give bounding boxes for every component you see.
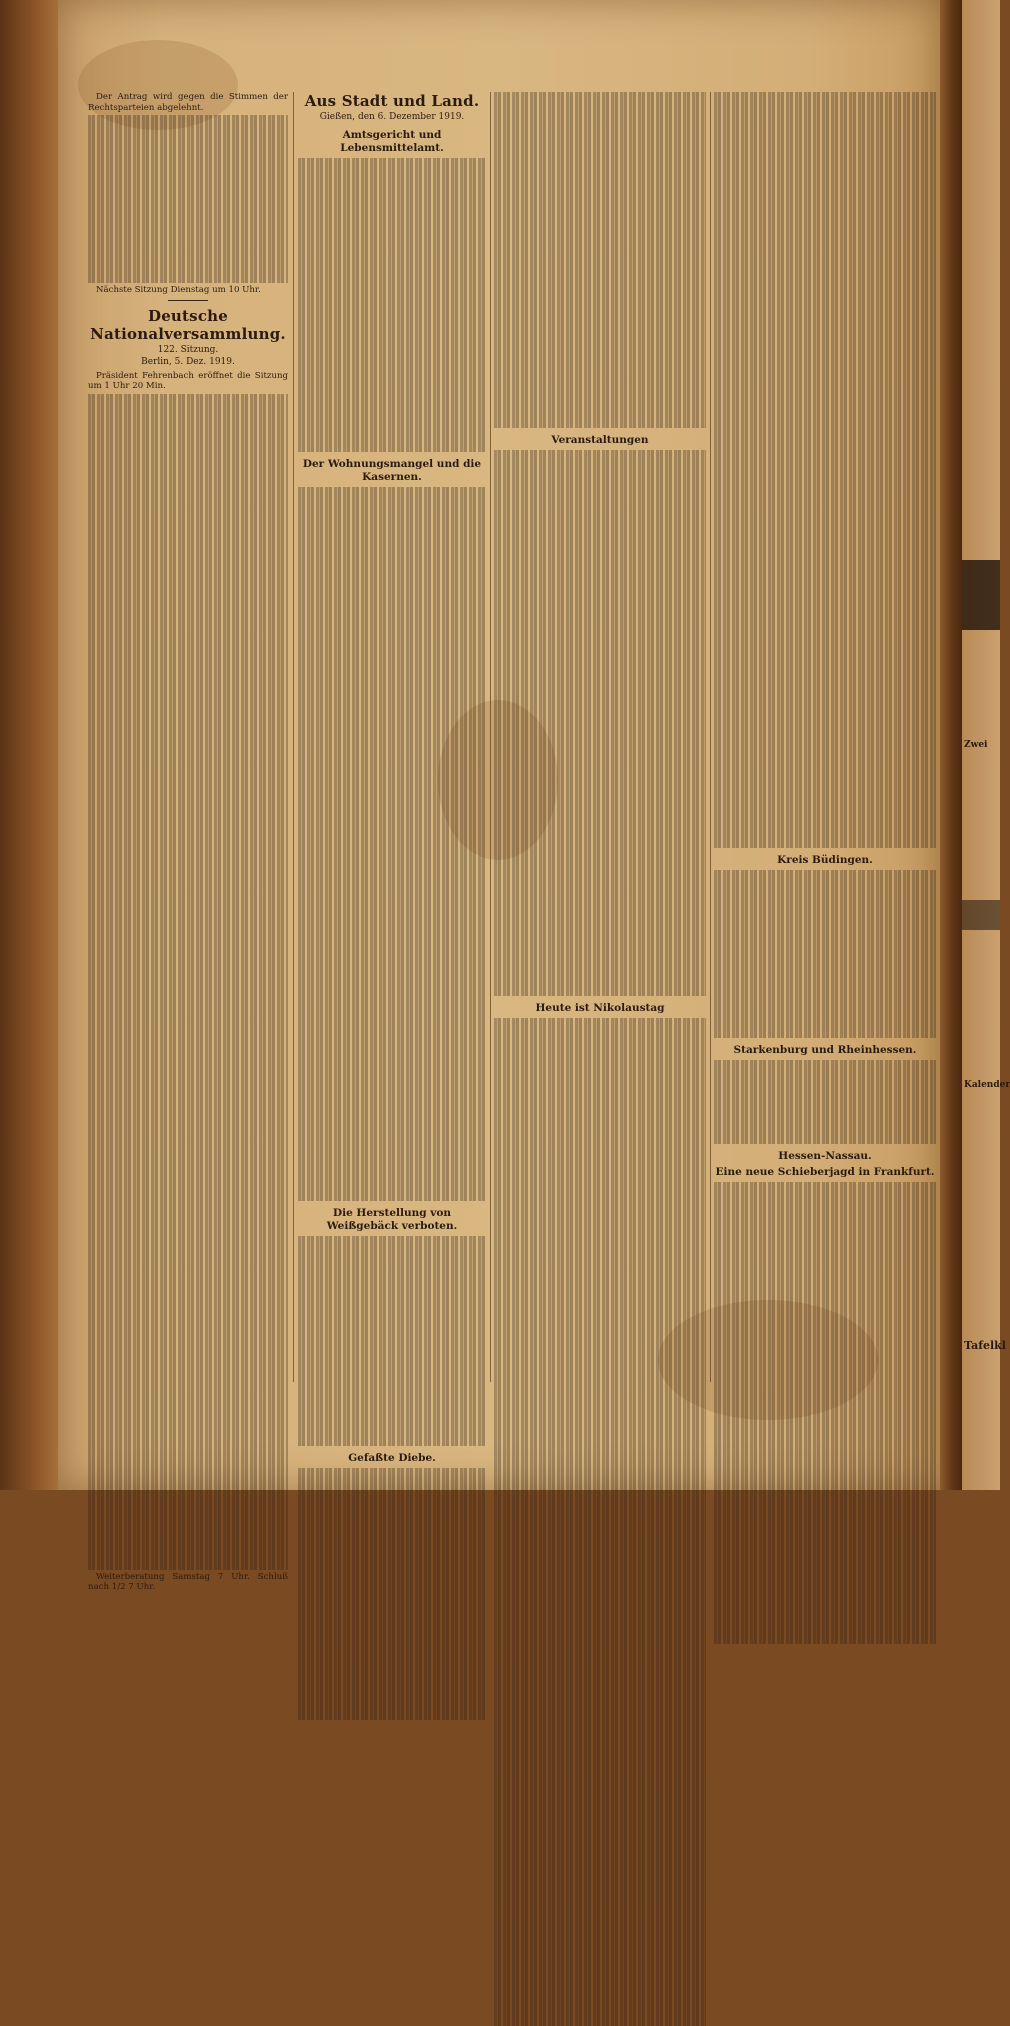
- article-subhead: Starkenburg und Rheinhessen.: [733, 1044, 917, 1056]
- article-subhead: Amtsgericht und Lebensmittelamt.: [340, 128, 444, 154]
- paragraph: Weiterberatung Samstag 7 Uhr. Schluß nach 1/2 7 Uhr.: [88, 1571, 288, 1592]
- column-rule: [490, 92, 491, 1382]
- next-page-fragment: Tafelkl: [964, 1339, 1006, 1352]
- column-4: [714, 92, 936, 1382]
- next-page-edge: [962, 0, 1010, 1490]
- article-subhead: Heute ist Nikolaustag: [535, 1002, 665, 1014]
- text-block: [298, 158, 486, 452]
- article-subhead: Veranstaltungen: [551, 434, 649, 446]
- article-subhead: Gefaßte Diebe.: [348, 1451, 436, 1464]
- article-heading: Deutsche Nationalversammlung.: [90, 306, 286, 343]
- next-page-fragment: Zwei: [964, 740, 988, 750]
- text-block: [298, 487, 486, 1201]
- article-subhead: Hessen-Nassau.: [778, 1150, 872, 1162]
- column-2: [298, 92, 486, 1464]
- column-1: [88, 92, 288, 1592]
- paragraph: Präsident Fehrenbach eröffnet die Sitzung um 1 Uhr 20 Min.: [88, 370, 288, 391]
- session-number: 122. Sitzung.: [157, 344, 219, 355]
- text-block: [88, 115, 288, 283]
- column-rule: [293, 92, 294, 1382]
- text-block: [714, 1060, 936, 1144]
- text-block: [714, 92, 936, 848]
- paragraph: Der Antrag wird gegen die Stimmen der Rechtsparteien abgelehnt.: [88, 92, 288, 113]
- text-block: [88, 394, 288, 1570]
- text-block: [494, 450, 706, 996]
- next-page-fragment: Kalender: [964, 1080, 1010, 1090]
- page-gutter: [940, 0, 962, 1490]
- column-3: [494, 92, 706, 1382]
- article-subhead: Kreis Büdingen.: [777, 854, 873, 866]
- text-block: [494, 92, 706, 428]
- text-block: [298, 1236, 486, 1446]
- article-subhead: Eine neue Schieberjagd in Frankfurt.: [715, 1166, 935, 1178]
- text-block: [714, 870, 936, 1038]
- text-block: [714, 1182, 936, 1644]
- text-block: [298, 1468, 486, 1720]
- article-subhead: Die Herstellung von Weißgebäck verboten.: [326, 1206, 458, 1232]
- dateline: Berlin, 5. Dez. 1919.: [141, 357, 235, 367]
- ad-block: [962, 560, 1000, 630]
- page-binding-edge: [0, 0, 58, 1490]
- divider: [168, 300, 208, 301]
- section-heading: Aus Stadt und Land.: [304, 92, 480, 110]
- ad-block: [962, 900, 1000, 930]
- column-rule: [710, 92, 711, 1382]
- text-block: [494, 1018, 706, 2026]
- paragraph: Nächste Sitzung Dienstag um 10 Uhr.: [96, 285, 261, 295]
- article-subhead: Der Wohnungsmangel und die Kasernen.: [302, 457, 482, 483]
- dateline: Gießen, den 6. Dezember 1919.: [319, 112, 465, 122]
